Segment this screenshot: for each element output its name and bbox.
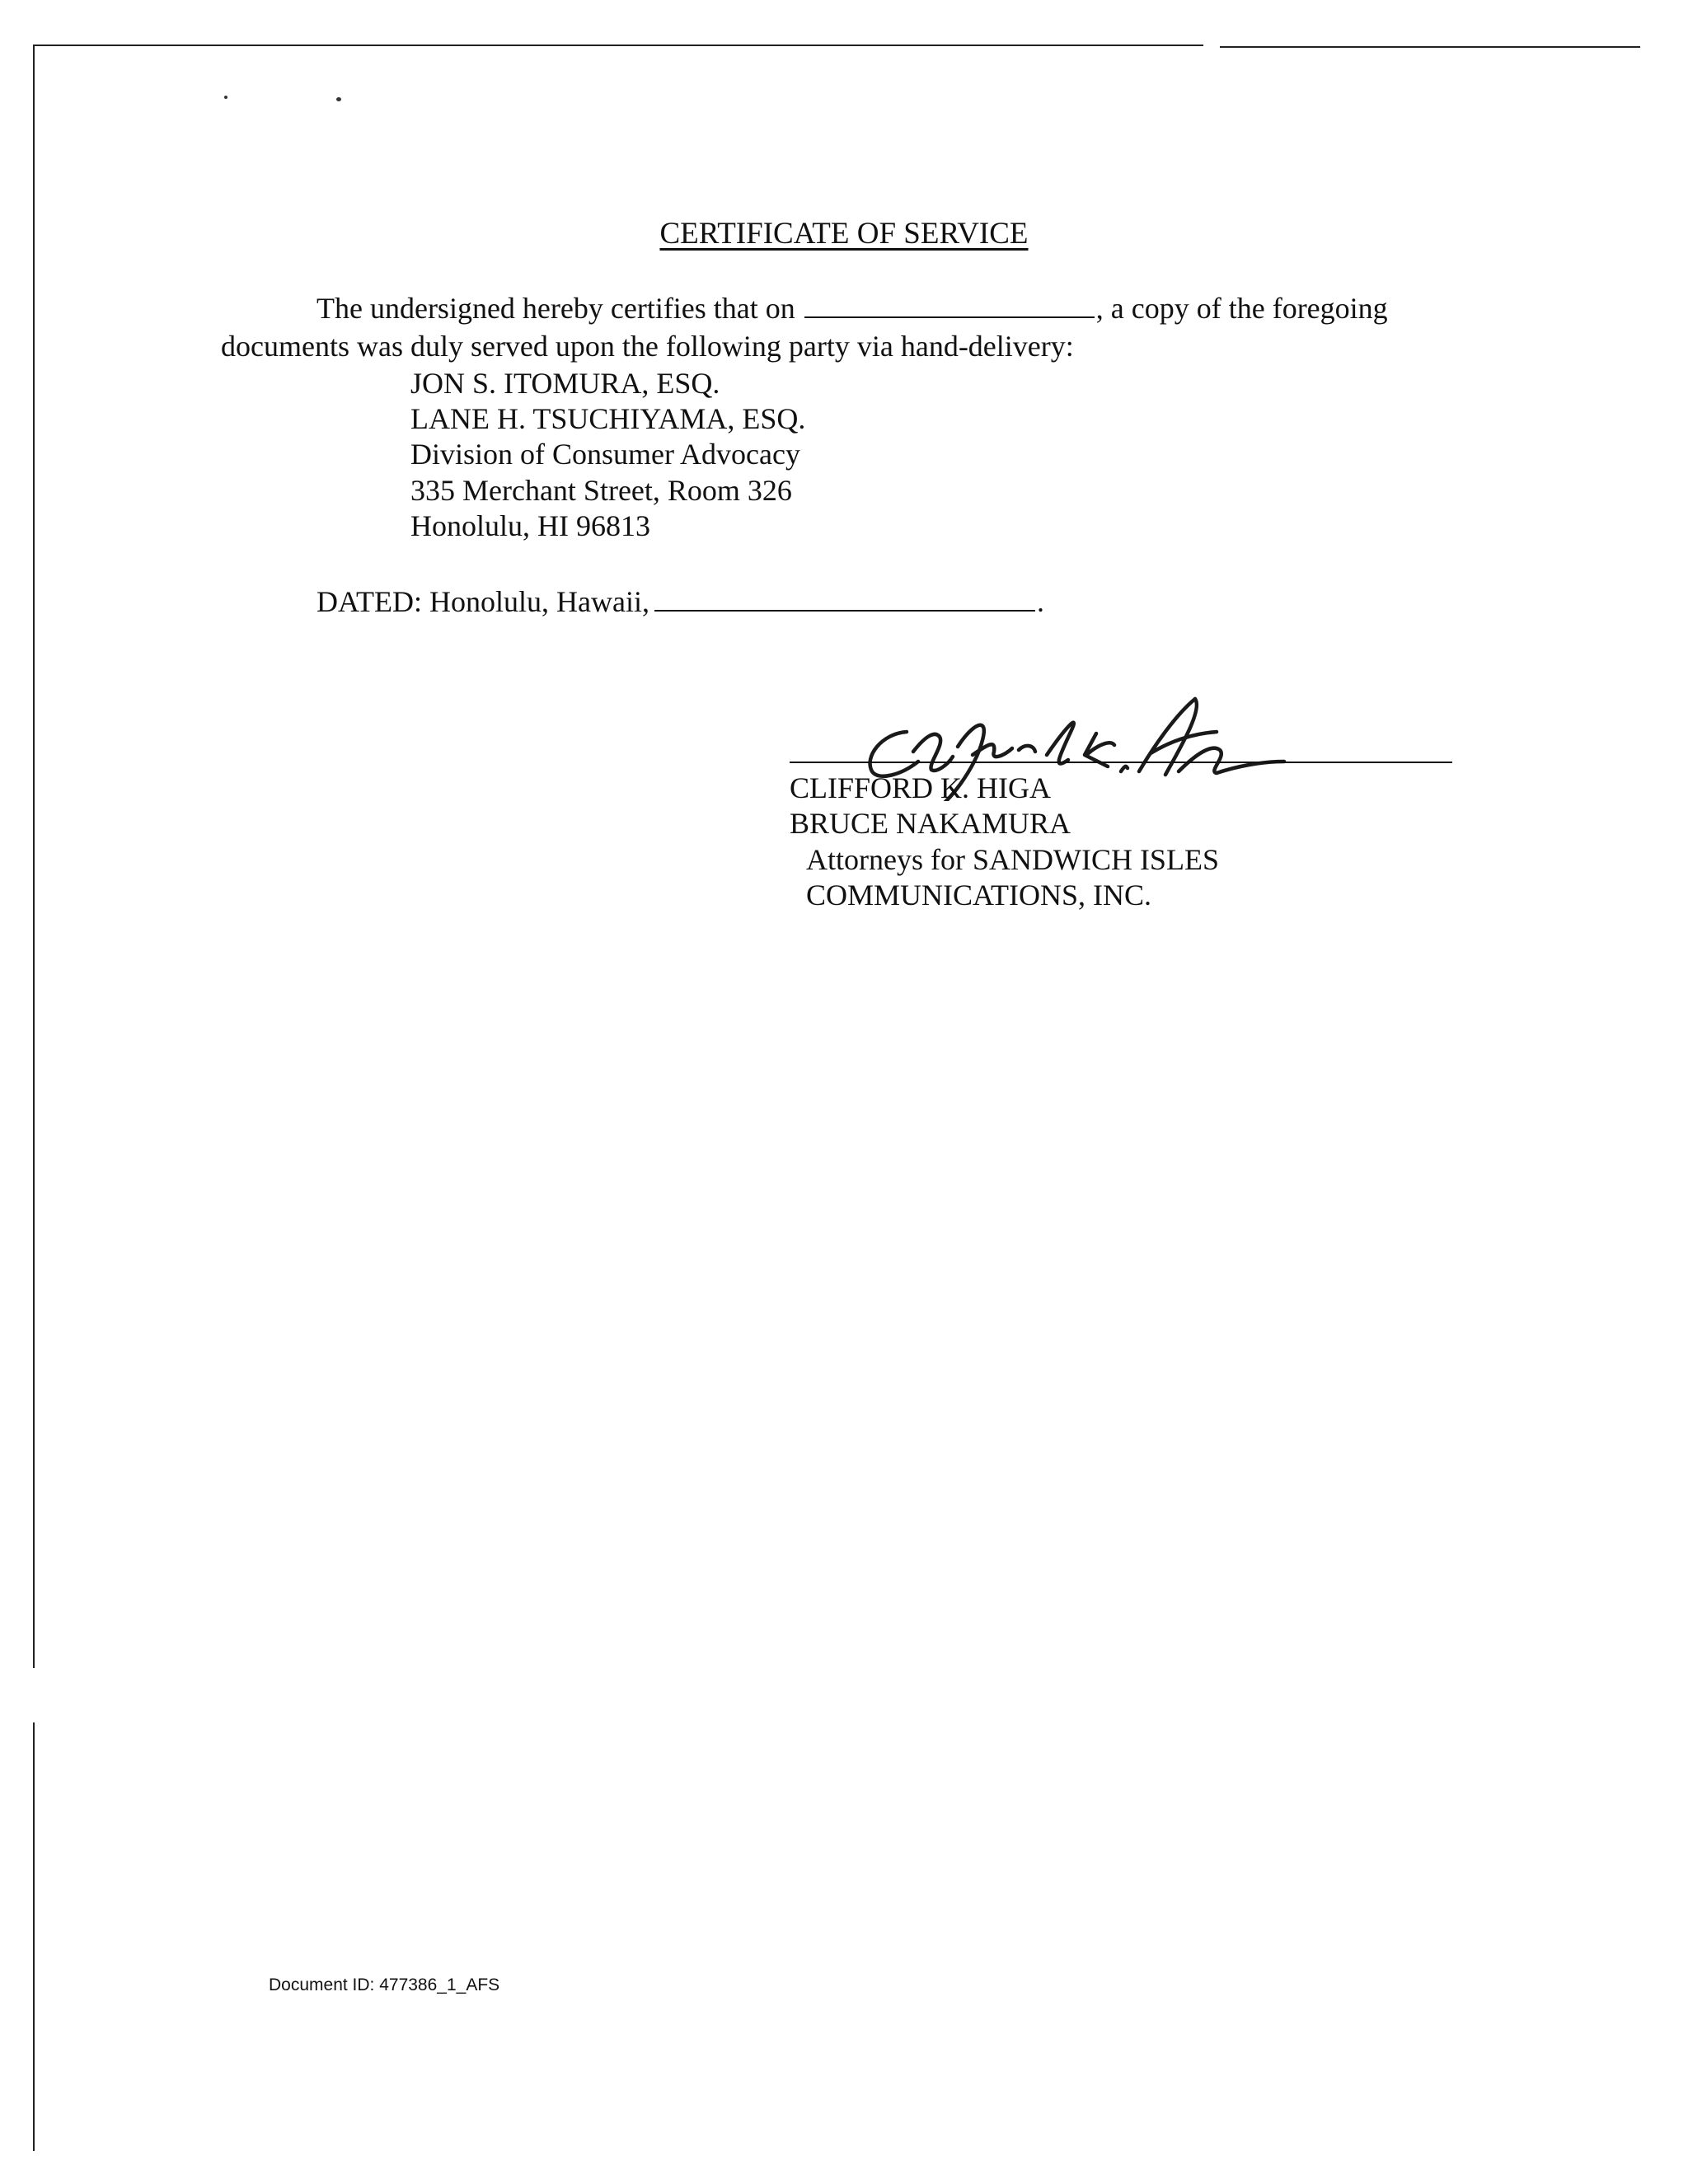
document-id: Document ID: 477386_1_AFS bbox=[269, 1975, 500, 1994]
certification-intro: The undersigned hereby certifies that on bbox=[316, 292, 795, 325]
dated-blank bbox=[654, 585, 1035, 612]
signer-name-1: CLIFFORD K. HIGA bbox=[790, 771, 1052, 804]
certificate-heading: CERTIFICATE OF SERVICE bbox=[659, 217, 1029, 251]
recipient-name-2: LANE H. TSUCHIYAMA, ESQ. bbox=[410, 402, 806, 435]
signature-line bbox=[790, 762, 1452, 763]
signer-role-line-1: Attorneys for SANDWICH ISLES bbox=[806, 843, 1219, 876]
certification-line-2: documents was duly served upon the following party via hand-delivery: bbox=[221, 330, 1074, 363]
scan-border-top bbox=[33, 45, 1203, 46]
signer-name-2: BRUCE NAKAMURA bbox=[790, 807, 1071, 840]
recipient-organization: Division of Consumer Advocacy bbox=[410, 438, 800, 471]
dated-label: DATED: Honolulu, Hawaii, bbox=[316, 585, 649, 618]
scan-speck bbox=[224, 96, 227, 99]
recipient-street: 335 Merchant Street, Room 326 bbox=[410, 474, 792, 507]
dated-line bbox=[316, 583, 1044, 620]
scan-border-left bbox=[33, 45, 35, 1668]
certification-continuation: , a copy of the foregoing bbox=[1095, 292, 1388, 325]
scan-border-left-bottom bbox=[33, 1904, 35, 2151]
document-title bbox=[0, 216, 1688, 252]
recipient-name-1: JON S. ITOMURA, ESQ. bbox=[410, 367, 720, 400]
certification-line-1 bbox=[316, 290, 1388, 326]
scan-border-top-right bbox=[1220, 46, 1640, 48]
service-date-blank bbox=[804, 292, 1095, 318]
signer-role-line-2: COMMUNICATIONS, INC. bbox=[806, 879, 1152, 912]
scan-speck bbox=[336, 97, 341, 101]
recipient-city: Honolulu, HI 96813 bbox=[410, 509, 650, 542]
dated-period: . bbox=[1036, 585, 1044, 618]
scan-border-left-lower bbox=[33, 1722, 35, 1912]
